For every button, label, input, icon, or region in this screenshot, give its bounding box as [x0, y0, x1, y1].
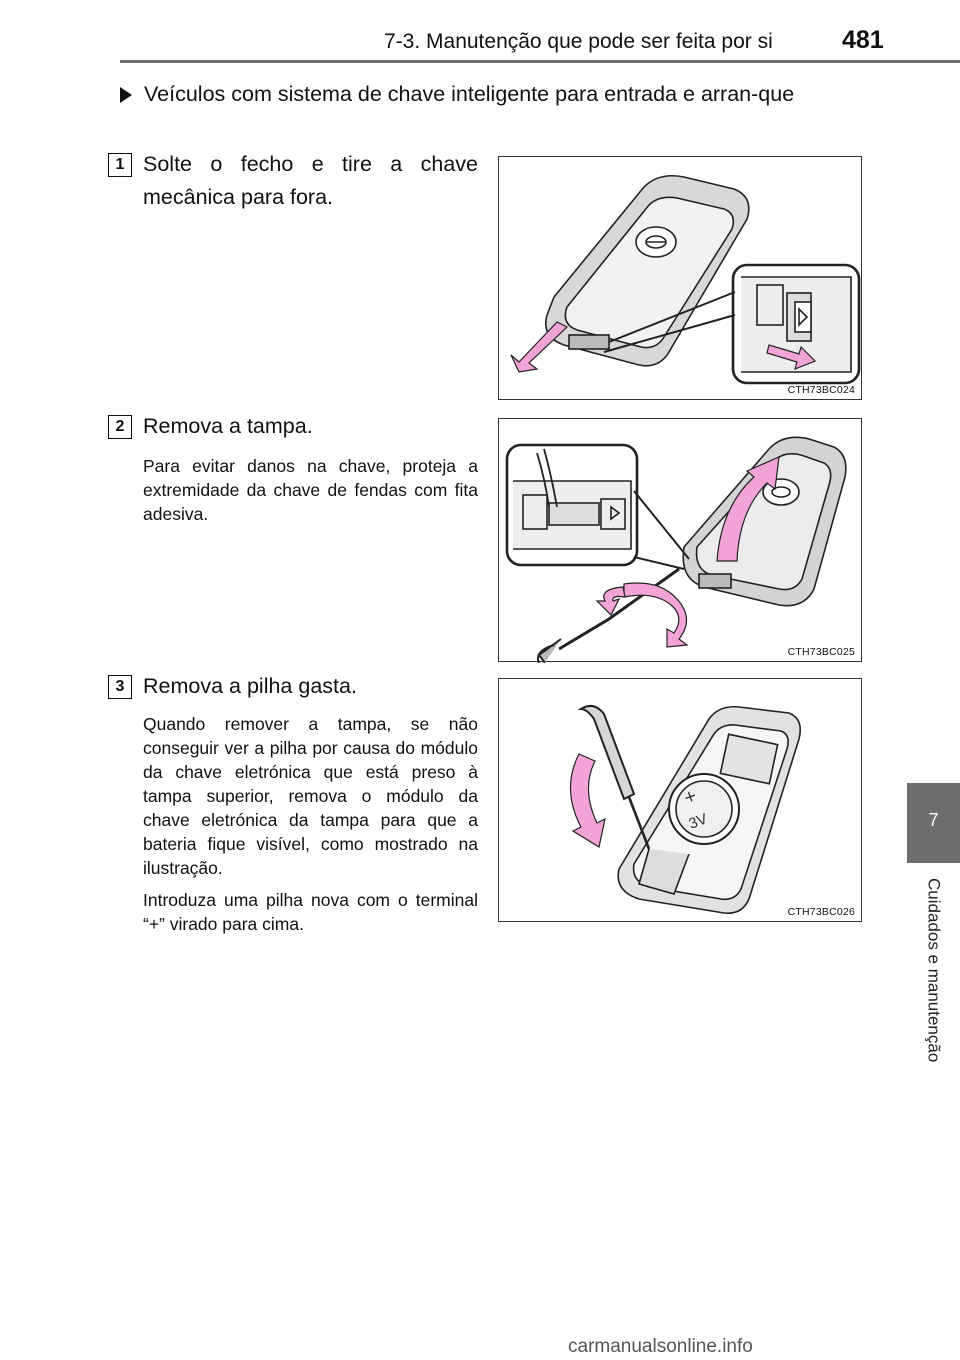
intro-heading: [120, 78, 840, 110]
chapter-title: [907, 878, 960, 1110]
watermark: carmanualsonline.info: [568, 1336, 753, 1357]
figure-code-3: CTH73BC026: [787, 906, 855, 918]
step-number-2: 2: [108, 415, 132, 439]
section-title: 7-3. Manutenção que pode ser feita por si: [384, 30, 773, 53]
figure-code-1: CTH73BC024: [787, 384, 855, 396]
step-note-2-para-1: Para evitar danos na chave, proteja a extremidade da chave de fendas com fita adesiva.: [143, 456, 478, 524]
header-rule: [120, 60, 960, 63]
step-text-3: Remova a pilha gasta.: [143, 674, 357, 698]
figure-3: [498, 678, 862, 922]
cover-removal-illustration: [499, 419, 863, 663]
step-note-3-para-1: Quando remover a tampa, se não conseguir ver a pilha por causa do módulo da chave eletrónica que está preso à tampa superior, remova o módulo da chave eletrónica da tampa para que a bateria fique visível, como mostrado na ilustração.: [143, 714, 478, 878]
step-number-3: 3: [108, 675, 132, 699]
chapter-title-text: Cuidados e manutenção: [924, 878, 944, 1063]
battery-voltage-label: 3V: [686, 810, 710, 833]
key-release-illustration: [499, 157, 863, 401]
triangle-bullet-icon: [120, 87, 132, 103]
step-note-2: [143, 454, 478, 534]
chapter-number: 7: [928, 810, 939, 830]
page-number: 481: [842, 26, 884, 54]
battery-plus-label: +: [681, 785, 700, 810]
step-note-3: [143, 712, 478, 944]
figure-2: [498, 418, 862, 662]
figure-code-2: CTH73BC025: [787, 646, 855, 658]
step-text-2: Remova a tampa.: [143, 414, 313, 438]
step-note-3-para-2: Introduza uma pilha nova com o terminal “+” virado para cima.: [143, 890, 478, 934]
intro-heading-text: Veículos com sistema de chave inteligente para entrada e arran-que: [144, 82, 795, 106]
battery-removal-illustration: [499, 679, 863, 923]
step-number-1: 1: [108, 153, 132, 177]
page-header: [0, 0, 960, 60]
figure-1: [498, 156, 862, 400]
step-text-1: Solte o fecho e tire a chave mecânica para fora.: [143, 152, 478, 209]
